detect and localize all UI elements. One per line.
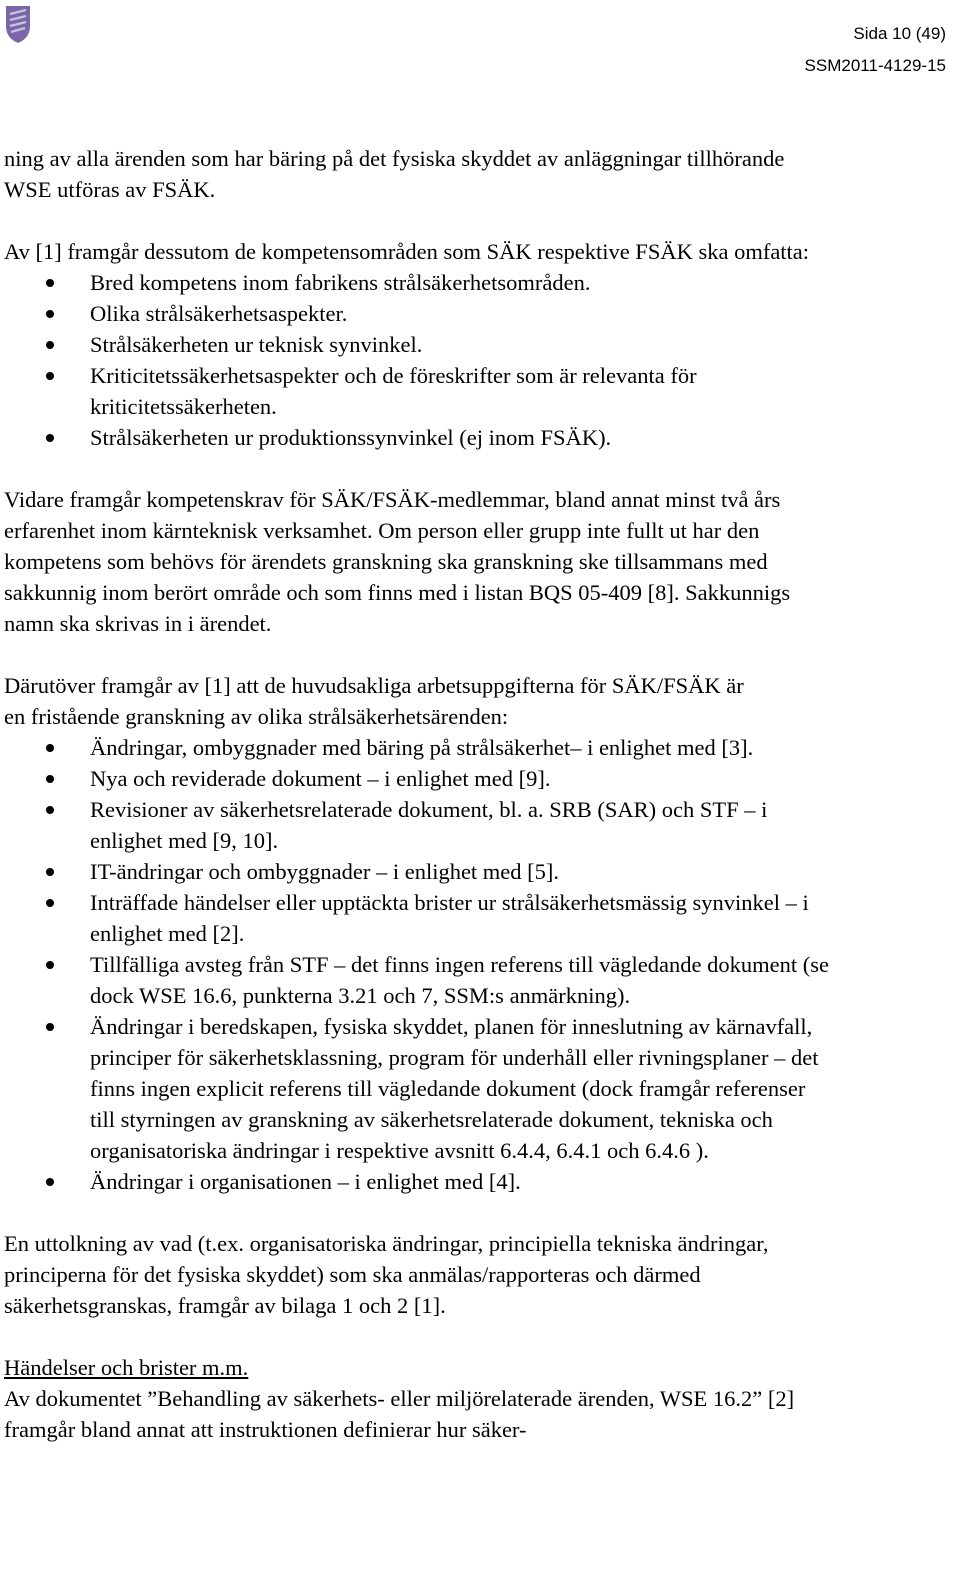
list-item: Ändringar i organisationen – i enlighet med [4]. [4,1166,834,1197]
list-item: Nya och reviderade dokument – i enlighet med [9]. [4,763,834,794]
paragraph-competence-requirements: Vidare framgår kompetenskrav för SÄK/FSÄK-medlemmar, bland annat minst två års erfarenhet inom kärnteknisk verksamhet. Om person eller grupp inte fullt ut har den kompetens som behövs för ärendets granskning ska granskning ske tillsammans med sakkunnig inom berört område och som finns med i listan BQS 05-409 [8]. Sakkunnigs namn ska skrivas in i ärendet. [4,487,791,636]
list-item: Ändringar, ombyggnader med bäring på strålsäkerhet– i enlighet med [3]. [4,732,834,763]
list-item: Revisioner av säkerhetsrelaterade dokument, bl. a. SRB (SAR) och STF – i enlighet med [9, 10]. [4,794,834,856]
list-item: Kriticitetssäkerhetsaspekter och de föreskrifter som är relevanta för kriticitetssäkerheten. [4,360,834,422]
page-number: Sida 10 (49) [853,24,946,43]
paragraph-competence-areas: Av [1] framgår dessutom de kompetensområden som SÄK respektive FSÄK ska omfatta: [4,239,810,264]
list-item: Tillfälliga avsteg från STF – det finns ingen referens till vägledande dokument (se dock WSE 16.6, punkterna 3.21 och 7, SSM:s anmärkning). [4,949,834,1011]
bullet-icon [46,372,54,380]
bullet-icon [46,279,54,287]
list-item: Strålsäkerheten ur produktionssynvinkel (ej inom FSÄK). [4,422,834,453]
bullet-icon [46,1023,54,1031]
paragraph-interpretation: En uttolkning av vad (t.ex. organisatoriska ändringar, principiella tekniska ändringar, principerna för det fysiska skyddet) som ska anmälas/rapporteras och därmed säkerhetsgranskas, framgår av bilaga 1 och 2 [1]. [4,1231,769,1318]
list-item: Ändringar i beredskapen, fysiska skyddet, planen för inneslutning av kärnavfall, principer för säkerhetsklassning, program för underhåll eller rivningsplaner – det finns ingen explicit referens till vägledande dokument (dock framgår referenser till styrningen av granskning av säkerhetsrelaterade dokument, tekniska och organisatoriska ändringar i respektive avsnitt 6.4.4, 6.4.1 och 6.4.6 ). [4,1011,834,1166]
list-item: Olika strålsäkerhetsaspekter. [4,298,834,329]
paragraph-events: Av dokumentet ”Behandling av säkerhets- eller miljörelaterade ärenden, WSE 16.2” [2] framgår bland annat att instruktionen definierar hur säker- [4,1386,795,1442]
list-item: IT-ändringar och ombyggnader – i enlighet med [5]. [4,856,834,887]
bullet-icon [46,434,54,442]
document-reference: SSM2011-4129-15 [804,56,946,75]
bullet-icon [46,341,54,349]
competence-list [4,267,834,453]
bullet-icon [46,744,54,752]
organization-logo [4,4,32,44]
list-item: Inträffade händelser eller upptäckta brister ur strålsäkerhetsmässig synvinkel – i enlighet med [2]. [4,887,834,949]
bullet-icon [46,868,54,876]
bullet-icon [46,1178,54,1186]
list-item: Strålsäkerheten ur teknisk synvinkel. [4,329,834,360]
bullet-icon [46,806,54,814]
list-item: Bred kompetens inom fabrikens strålsäkerhetsområden. [4,267,834,298]
section-heading: Händelser och brister m.m. [4,1355,249,1380]
paragraph-continuation: ning av alla ärenden som har bäring på det fysiska skyddet av anläggningar tillhörande WSE utföras av FSÄK. [4,146,785,202]
bullet-icon [46,775,54,783]
bullet-icon [46,310,54,318]
tasks-list [4,732,834,1197]
paragraph-main-tasks: Därutöver framgår av [1] att de huvudsakliga arbetsuppgifterna för SÄK/FSÄK är en fristående granskning av olika strålsäkerhetsärenden: [4,673,744,729]
bullet-icon [46,961,54,969]
document-body [4,143,904,1445]
bullet-icon [46,899,54,907]
